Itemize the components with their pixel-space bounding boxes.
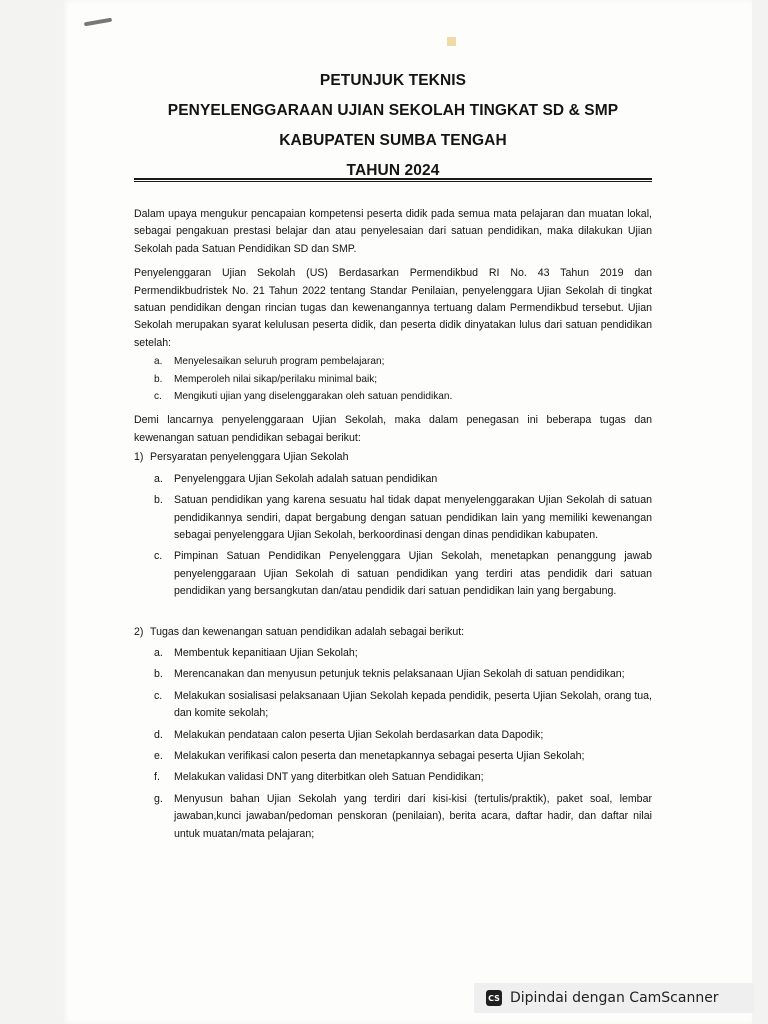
list-marker: b.	[154, 668, 163, 681]
section-heading-text: Tugas dan kewenangan satuan pendidikan adalah sebagai berikut:	[150, 625, 465, 638]
list-item-text: Mengikuti ujian yang diselenggarakan oleh satuan pendidikan.	[174, 391, 453, 403]
list-marker: a.	[154, 646, 163, 659]
title-line-4: TAHUN 2024	[346, 162, 440, 179]
list-item-text: Penyelenggara Ujian Sekolah adalah satuan pendidikan	[174, 472, 438, 485]
list-item-text: Menyusun bahan Ujian Sekolah yang terdiri dari kisi-kisi (tertulis/praktik), paket soal, lembar jawaban,kunci jawaban/pedoman penskoran (penilaian), berita acara, daftar hadir, dan daftar nilai untuk muatan/mata pelajaran;	[174, 792, 652, 840]
intro-paragraph: Dalam upaya mengukur pencapaian kompetensi peserta didik pada semua mata pelajaran dan muatan lokal, sebagai pengakuan prestasi belajar dan atau penyelesaian dari satuan pendidikan, maka dilakukan Ujian Sekolah pada Satuan Pendidikan SD dan SMP.	[134, 208, 652, 255]
list-item	[134, 353, 652, 370]
list-item	[134, 791, 652, 843]
list-marker: c.	[154, 689, 163, 702]
list-item-text: Memperoleh nilai sikap/perilaku minimal baik;	[174, 373, 378, 385]
list-item	[134, 748, 652, 765]
document-title	[134, 66, 652, 186]
list-marker: c.	[154, 391, 162, 403]
list-item	[134, 371, 652, 388]
section-gap	[134, 608, 652, 624]
title-divider	[134, 178, 652, 182]
camscanner-icon: CS	[486, 990, 502, 1006]
list-marker: b.	[154, 494, 163, 507]
list-item-text: Melakukan validasi DNT yang diterbitkan oleh Satuan Pendidikan;	[174, 771, 484, 784]
list-marker: e.	[154, 749, 163, 762]
title-line-2: PENYELENGGARAAN UJIAN SEKOLAH TINGKAT SD & SMP	[167, 102, 619, 119]
list-item-text: Melakukan sosialisasi pelaksanaan Ujian Sekolah kepada pendidik, peserta Ujian Sekolah, orang tua, dan komite sekolah;	[174, 689, 652, 720]
list-item	[134, 645, 652, 662]
list-item	[134, 666, 652, 683]
list-marker: d.	[154, 728, 163, 741]
list-item	[134, 548, 652, 600]
section-number: 2)	[134, 625, 144, 638]
section-1-heading	[134, 449, 652, 466]
list-item	[134, 727, 652, 744]
title-line-3: KABUPATEN SUMBA TENGAH	[279, 132, 507, 149]
duties-intro-paragraph: Demi lancarnya penyelenggaraan Ujian Sekolah, maka dalam penegasan ini beberapa tugas dan kewenangan satuan pendidikan sebagai berikut:	[134, 414, 652, 444]
list-item-text: Menyelesaikan seluruh program pembelajaran;	[174, 356, 385, 368]
list-item	[134, 471, 652, 488]
list-marker: g.	[154, 792, 163, 805]
list-item-text: Merencanakan dan menyusun petunjuk teknis pelaksanaan Ujian Sekolah di satuan pendidikan;	[174, 668, 625, 681]
list-item-text: Melakukan pendataan calon peserta Ujian Sekolah berdasarkan data Dapodik;	[174, 728, 544, 741]
section-heading-text: Persyaratan penyelenggara Ujian Sekolah	[150, 451, 349, 464]
list-item-text: Membentuk kepanitiaan Ujian Sekolah;	[174, 646, 358, 659]
list-marker: b.	[154, 373, 163, 385]
document-body	[134, 206, 652, 850]
section-2-list	[134, 645, 652, 843]
list-item-text: Satuan pendidikan yang karena sesuatu hal tidak dapat menyelenggarakan Ujian Sekolah di satuan pendidikannya sendiri, dapat bergabung dengan satuan pendidikan lain yang memiliki kewenangan sebagai penyelenggara Ujian Sekolah, berkoordinasi dengan dinas pendidikan kabupaten.	[174, 494, 652, 541]
list-item	[134, 688, 652, 723]
list-marker: c.	[154, 550, 163, 563]
section-1-list	[134, 471, 652, 601]
list-item	[134, 769, 652, 786]
section-number: 1)	[134, 451, 144, 464]
list-item	[134, 492, 652, 544]
list-item-text: Pimpinan Satuan Pendidikan Penyelenggara Ujian Sekolah, menetapkan penanggung jawab penyelenggaraan Ujian Sekolah di satuan pendidikan yang terdiri atas pendidik dari satuan pendidikan yang bersangkutan dan/atau pendidik dari satuan pendidikan lain yang bergabung.	[174, 550, 652, 598]
list-item-text: Melakukan verifikasi calon peserta dan menetapkannya sebagai peserta Ujian Sekolah;	[174, 749, 585, 762]
section-2-heading	[134, 624, 652, 641]
title-line-1: PETUNJUK TEKNIS	[319, 72, 467, 89]
list-marker: a.	[154, 356, 163, 368]
list-marker: a.	[154, 472, 163, 485]
watermark-text: Dipindai dengan CamScanner	[510, 990, 719, 1006]
list-item	[134, 388, 652, 405]
camscanner-watermark	[474, 983, 754, 1013]
legal-basis-paragraph: Penyelenggaran Ujian Sekolah (US) Berdasarkan Permendikbud RI No. 43 Tahun 2019 dan Permendikbudristek No. 21 Tahun 2022 tentang Standar Penilaian, penyelenggara Ujian Sekolah di tingkat satuan pendidikan dengan rincian tugas dan kewenangannya tertuang dalam Permendikbud tersebut. Ujian Sekolah merupakan syarat kelulusan peserta didik, dan peserta didik dinyatakan lulus dari satuan pendidikan setelah:	[134, 267, 652, 349]
list-marker: f.	[154, 771, 160, 784]
scan-artifact-dot	[447, 37, 456, 46]
graduation-requirements-list	[134, 353, 652, 405]
